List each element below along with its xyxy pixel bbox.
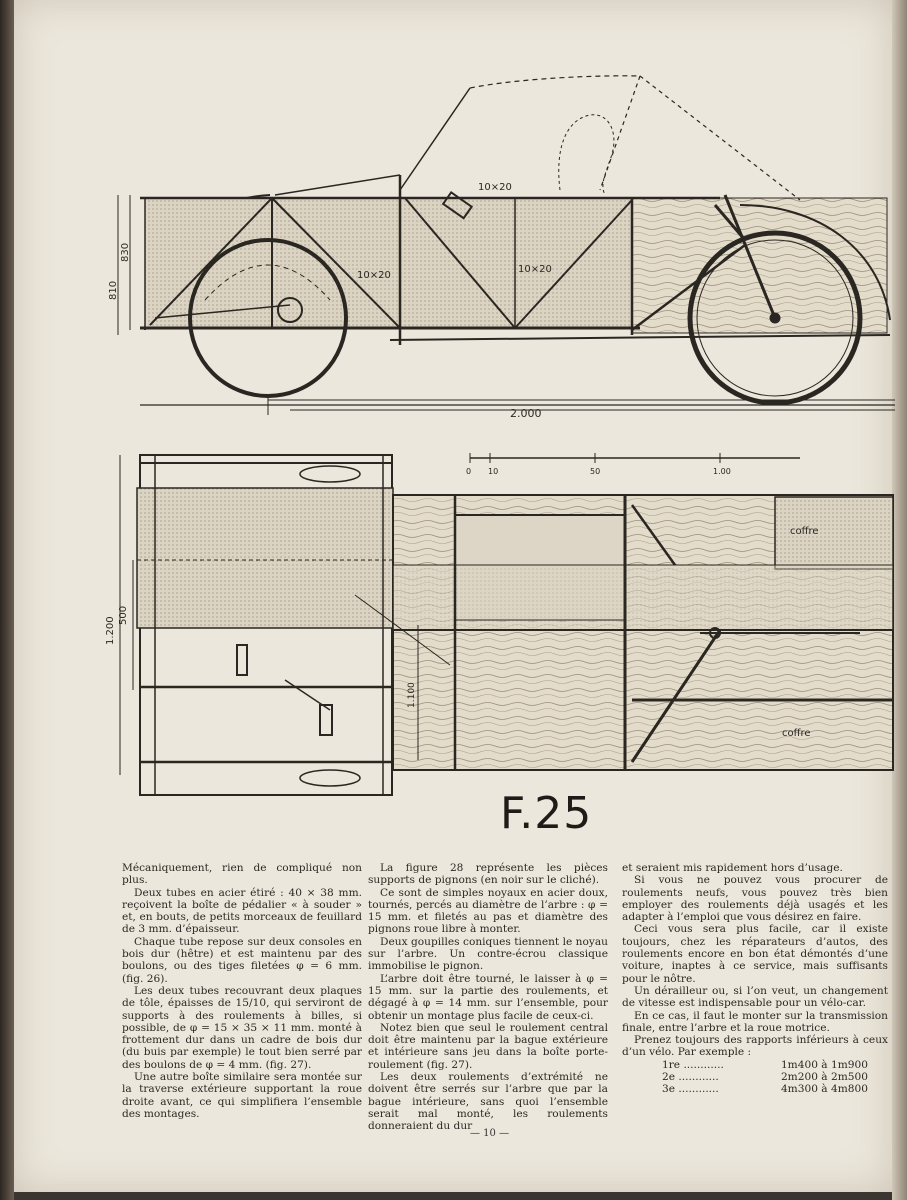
dim-width-1200: 1.200 <box>105 616 116 645</box>
ratio-value: 4m300 à 4m800 <box>780 1083 868 1096</box>
paragraph: Un dérailleur ou, si l’on veut, un changement de vitesse est indispensable pour un vélo-car. <box>622 984 888 1010</box>
paragraph: Notez bien que seul le roulement central doit être maintenu par la bague extérieure et intérieure sans jeu dans la boîte porte-roulement (fig. 27). <box>368 1021 608 1071</box>
ratio-row <box>622 1059 888 1071</box>
figure-label: F.25 <box>500 788 593 839</box>
dim-width-1100: 1.100 <box>407 682 417 708</box>
dim-length: 2.000 <box>510 407 542 420</box>
dim-tube-mid: 10×20 <box>518 264 552 275</box>
paragraph: Mécaniquement, rien de compliqué non plus. <box>122 862 362 887</box>
ratio-row <box>622 1071 888 1083</box>
label-coffre-top: coffre <box>790 526 819 537</box>
paragraph: Chaque tube repose sur deux consoles en bois dur (hêtre) et est maintenu par des boulons, ou des tiges filetées φ = 6 mm. (fig. 26). <box>122 935 362 985</box>
front-panel <box>632 198 887 333</box>
ratio-value: 1m400 à 1m900 <box>780 1058 868 1071</box>
paragraph: Les deux tubes recouvrant deux plaques de tôle, épaisses de 15/10, qui serviront de supports à des roulements à billes, si possible, de φ = 15 × 35 × 11 mm. monté à frottement dur dans un cadre de bois dur (du buis par exemple) le tout bien serré par des boulons de φ = 4 mm. (fig. 27). <box>122 984 362 1071</box>
dim-tube-top: 10×20 <box>478 182 512 193</box>
label-coffre-bottom: coffre <box>782 728 811 739</box>
paragraph: La figure 28 représente les pièces supports de pignons (en noir sur le cliché). <box>368 862 608 887</box>
ratio-label: 1re ............ <box>662 1058 724 1071</box>
paragraph: Deux goupilles coniques tiennent le noyau sur l’arbre. Un contre-écrou classique immobilise le pignon. <box>368 935 608 973</box>
dim-height-830: 830 <box>120 242 131 262</box>
center-panel <box>400 198 632 328</box>
ratio-row <box>622 1083 888 1095</box>
paragraph: Deux tubes en acier étiré : 40 × 38 mm. reçoivent la boîte de pédalier « à souder » et, en bouts, de petits morceaux de feuillard de 3 mm. d’épaisseur. <box>122 886 362 936</box>
scale-0: 0 <box>466 467 472 476</box>
paragraph: L’arbre doit être tourné, le laisser à φ = 15 mm. sur la partie des roulements, et dégagé à φ = 14 mm. sur l’ensemble, pour obtenir un montage plus facile de ceux-ci. <box>368 972 608 1022</box>
ratio-label: 3e ............ <box>662 1083 719 1096</box>
ratio-value: 2m200 à 2m500 <box>780 1071 868 1084</box>
paragraph: Ce sont de simples noyaux en acier doux, tournés, percés au diamètre de l’arbre : φ = 15 mm. et filetés au pas et diamètre des pignons roue libre à monter. <box>368 886 608 936</box>
dim-tube-left: 10×20 <box>357 270 391 281</box>
seat-panel <box>137 488 393 628</box>
ratio-label: 2e ............ <box>662 1071 719 1084</box>
paragraph: Si vous ne pouvez vous procurer de roulements neufs, vous pouvez très bien employer des roulements déjà usagés et les adapter à l’emploi que vous désirez en faire. <box>622 874 888 924</box>
scale-50: 50 <box>590 467 601 476</box>
scale-100: 1.00 <box>713 467 731 476</box>
paragraph: Les deux roulements d’extrémité ne doivent être serrés sur l’arbre que par la bague intérieure, sans quoi l’ensemble serait mal monté, les roulements donneraient du dur <box>368 1071 608 1133</box>
paragraph: En ce cas, il faut le monter sur la transmission finale, entre l’arbre et la roue motrice. <box>622 1009 888 1034</box>
paragraph: Prenez toujours des rapports inférieurs à ceux d’un vélo. Par exemple : <box>622 1034 888 1059</box>
plan-view <box>120 453 893 795</box>
paragraph: et seraient mis rapidement hors d’usage. <box>622 862 843 874</box>
text-column-1 <box>122 862 362 1120</box>
dim-width-500: 500 <box>118 605 129 625</box>
scale-10: 10 <box>488 467 499 476</box>
dim-height-810: 810 <box>108 280 119 300</box>
text-column-3 <box>622 862 888 1096</box>
page-number: — 10 — <box>470 1128 510 1139</box>
side-elevation <box>118 76 895 415</box>
paragraph: Ceci vous sera plus facile, car il existe toujours, chez les réparateurs d’autos, des roulements encore en bon état démontés d’une voiture, inaptes à ce service, mais suffisants pour le nôtre. <box>622 923 888 985</box>
text-column-2 <box>368 862 608 1133</box>
paragraph: Une autre boîte similaire sera montée sur la traverse extérieure supportant la roue droite avant, ce qui simplifiera l’ensemble des montages. <box>122 1071 362 1120</box>
